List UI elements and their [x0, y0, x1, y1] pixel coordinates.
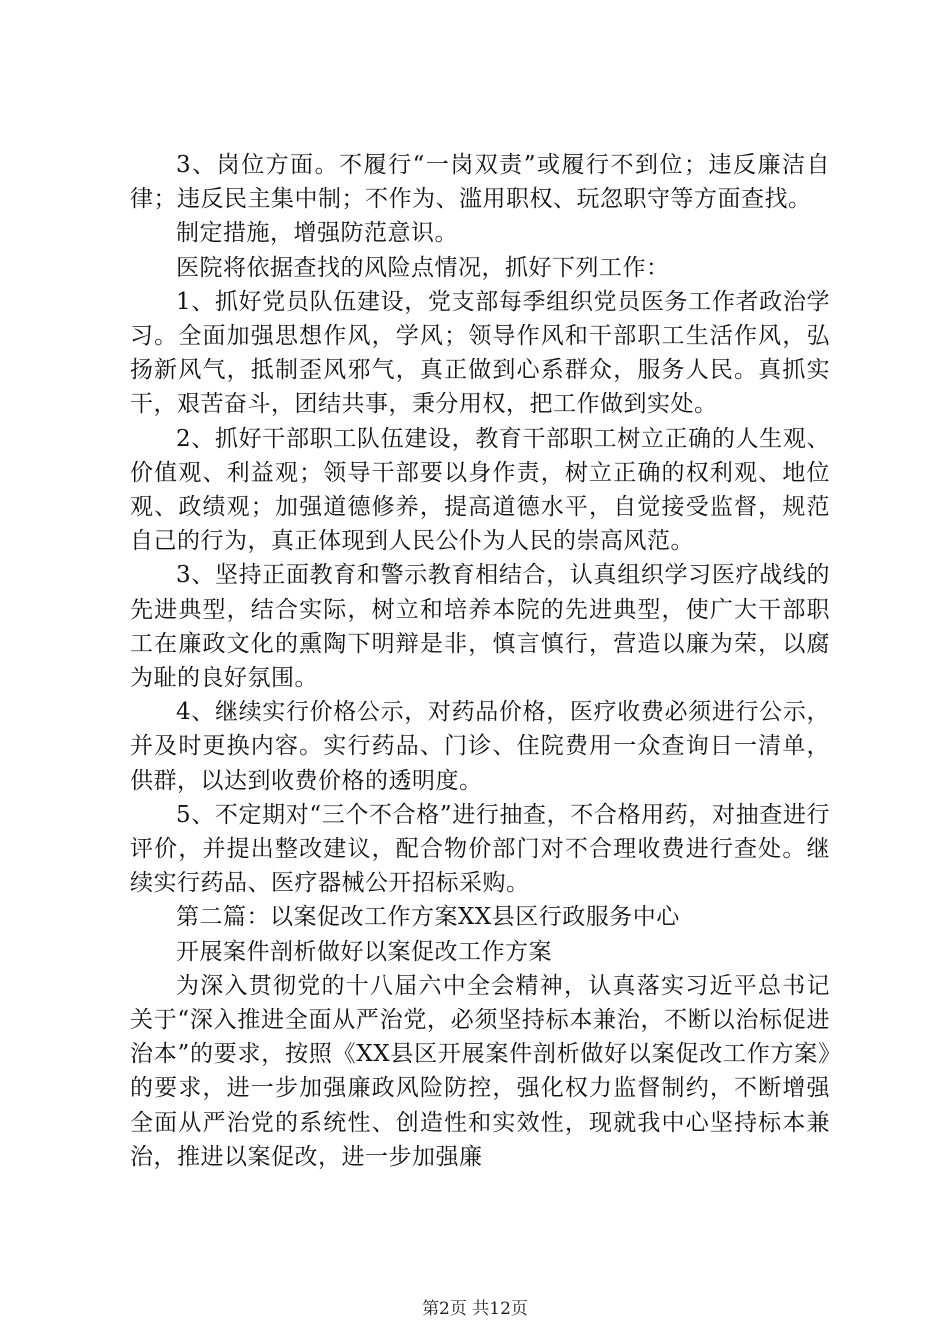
paragraph-work-intro: 医院将依据查找的风险点情况，抓好下列工作：	[176, 254, 670, 281]
paragraph-intro-plan: 为深入贯彻党的十八届六中全会精神，认真落实习近平总书记关于“深入推进全面从严治党，必须坚持标本兼治，不断以治标促进治本”的要求，按照《XX县区开展案件剖析做好以案促改工作方案》的要求，进一步加强廉政风险防控，强化权力监督制约，不断增强全面从严治党的系统性、创造性和实效性，现就我中心坚持标本兼治，推进以案促改，进一步加强廉	[130, 972, 830, 1170]
paragraph-item-3: 3、坚持正面教育和警示教育相结合，认真组织学习医疗战线的先进典型，结合实际，树立和培养本院的先进典型，使广大干部职工在廉政文化的熏陶下明辩是非，慎言慎行，营造以廉为荣，以腐为耻的良好氛围。	[130, 562, 830, 692]
section-title-part-two: 第二篇：以案促改工作方案XX县区行政服务中心	[176, 904, 680, 931]
document-body	[130, 148, 830, 1174]
paragraph-item-5: 5、不定期对“三个不合格”进行抽查，不合格用药，对抽查进行评价，并提出整改建议，配合物价部门对不合理收费进行查处。继续实行药品、医疗器械公开招标采购。	[130, 801, 830, 897]
page-number-label: 第2页 共12页	[422, 1299, 528, 1319]
paragraph-measures-heading: 制定措施，增强防范意识。	[176, 220, 458, 247]
page-footer	[0, 1298, 950, 1320]
paragraph-item-2: 2、抓好干部职工队伍建设，教育干部职工树立正确的人生观、价值观、利益观；领导干部要以身作责，树立正确的权利观、地位观、政绩观；加强道德修养，提高道德水平，自觉接受监督，规范自己的行为，真正体现到人民公仆为人民的崇高风范。	[130, 425, 830, 555]
paragraph-item-4: 4、继续实行价格公示，对药品价格，医疗收费必须进行公示，并及时更换内容。实行药品、门诊、住院费用一众查询日一清单，供群，以达到收费价格的透明度。	[130, 699, 830, 794]
section-subtitle: 开展案件剖析做好以案促改工作方案	[176, 938, 552, 965]
paragraph-item-1: 1、抓好党员队伍建设，党支部每季组织党员医务工作者政治学习。全面加强思想作风，学风；领导作风和干部职工生活作风，弘扬新风气，抵制歪风邪气，真正做到心系群众，服务人民。真抓实干，艰苦奋斗，团结共事，秉分用权，把工作做到实处。	[130, 288, 830, 418]
paragraph-post-risk-points: 3、岗位方面。不履行“一岗双责”或履行不到位；违反廉洁自律；违反民主集中制；不作为、滥用职权、玩忽职守等方面查找。	[130, 152, 830, 213]
